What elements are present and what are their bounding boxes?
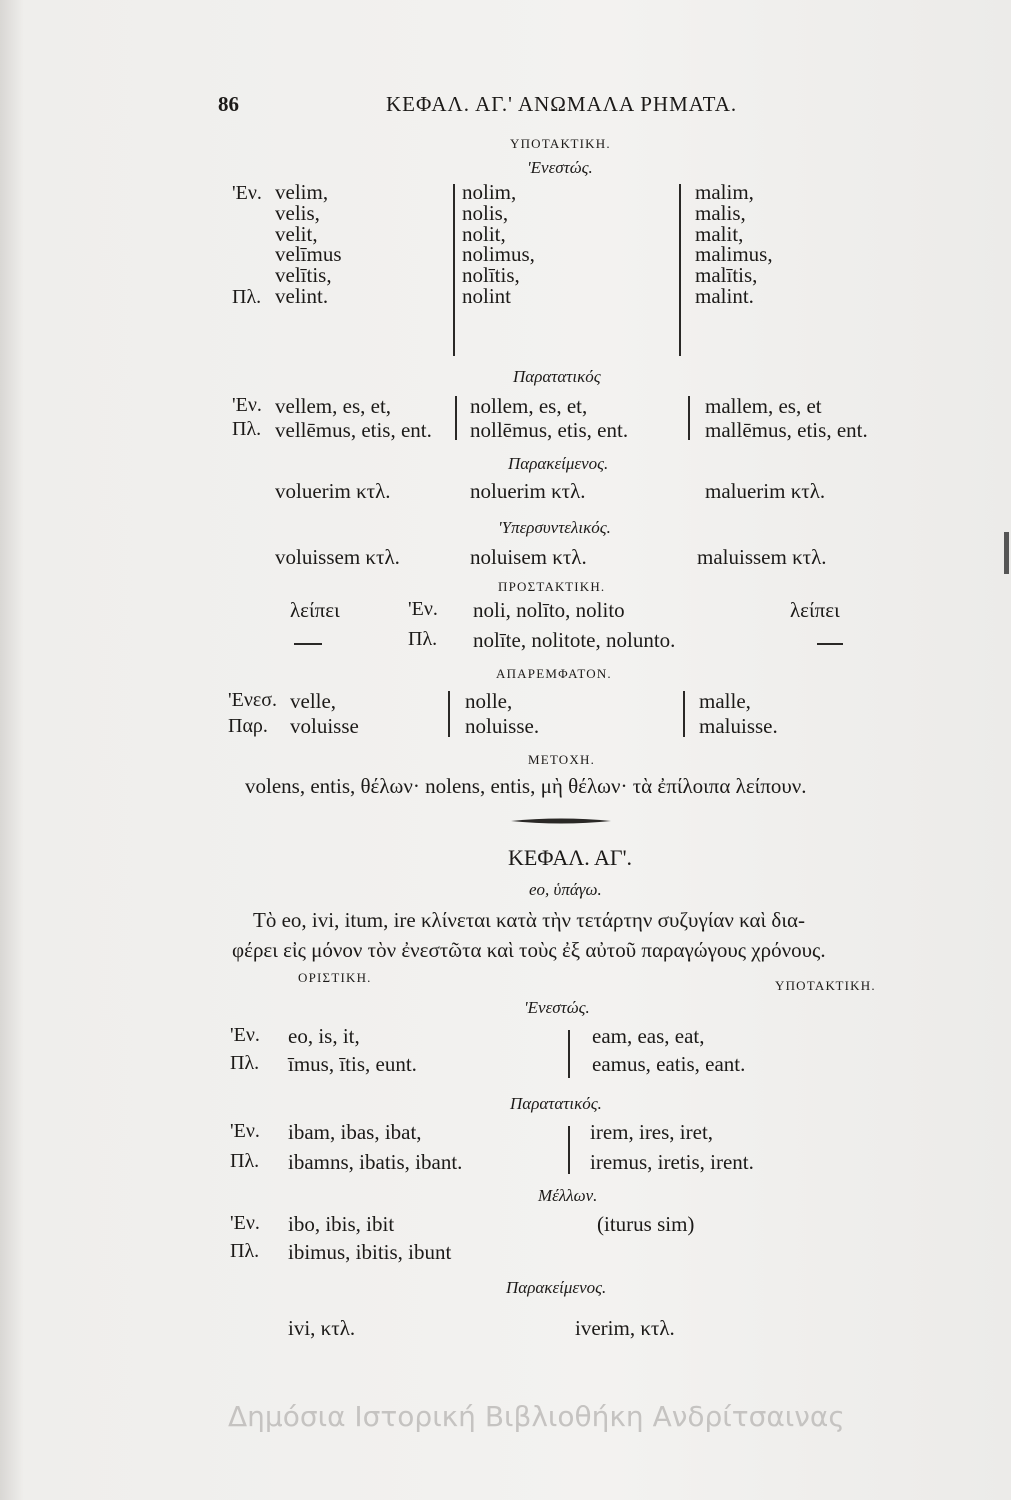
plural-label: Πλ. <box>230 1052 260 1074</box>
perfect-velle: voluerim κτλ. <box>275 479 391 503</box>
library-watermark: Δημόσια Ιστορική Βιβλιοθήκη Ανδρίτσαινας <box>228 1400 845 1433</box>
singular-label: 'Εν. <box>232 394 262 416</box>
dash <box>294 643 322 645</box>
nolle-imperfect-cell: nollem, es, et, nollēmus, etis, ent. <box>470 394 629 442</box>
imperfect-indicative-plural: ibamns, ibatis, ibant. <box>288 1150 463 1174</box>
perfect-tense-label: Παρακείμενος. <box>506 1278 607 1297</box>
present-indicative-plural: īmus, ītis, eunt. <box>288 1052 417 1076</box>
page-edge-shadow <box>1004 532 1009 574</box>
imperfect-subjunctive-plural: iremus, iretis, irent. <box>590 1150 754 1174</box>
imperfect-tense-label: Παρατατικός <box>513 367 601 386</box>
perfect-label: Παρ. <box>228 715 268 737</box>
page-number: 86 <box>218 92 239 116</box>
missing-left: λείπει <box>290 598 340 622</box>
nolle-infinitive-cell: nolle, noluisse. <box>465 689 540 738</box>
malle-infinitive-cell: malle, maluisse. <box>699 689 778 738</box>
singular-label: 'Εν. <box>230 1024 260 1046</box>
present-subjunctive-plural: eamus, eatis, eant. <box>592 1052 746 1076</box>
pluperfect-tense-label: 'Υπερσυντελικός. <box>498 518 611 537</box>
indicative-heading: ΟΡΙΣΤΙΚΗ. <box>298 970 372 985</box>
imperative-singular: noli, nolīto, nolito <box>473 598 625 622</box>
present-subjunctive-singular: eam, eas, eat, <box>592 1024 705 1048</box>
column-divider <box>568 1030 570 1078</box>
chapter-subtitle: eo, ὑπάγω. <box>529 880 602 899</box>
malle-imperfect-cell: mallem, es, et mallēmus, etis, ent. <box>705 394 868 442</box>
participle-heading: ΜΕΤΟΧΗ. <box>528 752 596 767</box>
velle-present-cell: velim, velis, velit, velīmus velītis, velint. <box>275 180 342 308</box>
plural-label: Πλ. <box>232 286 262 308</box>
perfect-malle: maluerim κτλ. <box>705 479 826 503</box>
velle-imperfect-cell: vellem, es, et, vellēmus, etis, ent. <box>275 394 432 442</box>
present-label: 'Ενεσ. <box>228 689 278 711</box>
singular-label: 'Εν. <box>232 182 262 204</box>
pluperfect-malle: maluissem κτλ. <box>697 545 827 569</box>
singular-label: 'Εν. <box>230 1120 260 1142</box>
column-divider <box>688 396 690 440</box>
imperfect-indicative-singular: ibam, ibas, ibat, <box>288 1120 422 1144</box>
plural-label: Πλ. <box>408 628 438 650</box>
subjunctive-heading-2: ΥΠΟΤΑΚΤΙΚΗ. <box>775 978 876 993</box>
plural-label: Πλ. <box>230 1150 260 1172</box>
present-tense-label: 'Ενεστώς. <box>524 998 590 1017</box>
plural-label: Πλ. <box>230 1240 260 1262</box>
perfect-nolle: noluerim κτλ. <box>470 479 586 503</box>
participle-line: volens, entis, θέλων· nolens, entis, μὴ θέλων· τὰ ἐπίλοιπα λείπουν. <box>245 774 807 798</box>
pluperfect-velle: voluissem κτλ. <box>275 545 400 569</box>
intro-line-1: Τὸ eo, ivi, itum, ire κλίνεται κατὰ τὴν τετάρτην συζυγίαν καὶ δια- <box>253 908 805 932</box>
section-divider <box>511 816 611 826</box>
running-title: ΚΕΦΑΛ. ΑΓ.' ΑΝΩΜΑΛΑ ΡΗΜΑΤΑ. <box>386 92 738 116</box>
column-divider <box>448 691 450 737</box>
column-divider <box>455 396 457 440</box>
singular-label: 'Εν. <box>408 598 438 620</box>
velle-infinitive-cell: velle, voluisse <box>290 689 359 738</box>
imperfect-subjunctive-singular: irem, ires, iret, <box>590 1120 714 1144</box>
column-divider <box>453 184 455 356</box>
column-divider <box>568 1126 570 1174</box>
perfect-indicative: ivi, κτλ. <box>288 1316 356 1340</box>
future-subjunctive: (iturus sim) <box>597 1212 695 1236</box>
intro-line-2: φέρει εἰς μόνον τὸν ἐνεστῶτα καὶ τοὺς ἐξ αὐτοῦ παραγώγους χρόνους. <box>232 938 826 962</box>
column-divider <box>679 184 681 356</box>
malle-present-cell: malim, malis, malit, malimus, malītis, malint. <box>695 180 773 308</box>
nolle-present-cell: nolim, nolis, nolit, nolimus, nolītis, nolint <box>462 180 535 308</box>
plural-label: Πλ. <box>232 418 262 440</box>
singular-label: 'Εν. <box>230 1212 260 1234</box>
imperfect-tense-label: Παρατατικός. <box>510 1094 602 1113</box>
chapter-title: ΚΕΦΑΛ. ΑΓ'. <box>508 845 633 870</box>
infinitive-heading: ΑΠΑΡΕΜΦΑΤΟΝ. <box>496 666 612 681</box>
present-tense-label: 'Ενεστώς. <box>527 158 593 177</box>
future-indicative-singular: ibo, ibis, ibit <box>288 1212 395 1236</box>
perfect-tense-label: Παρακείμενος. <box>508 454 609 473</box>
perfect-subjunctive: iverim, κτλ. <box>575 1316 675 1340</box>
subjunctive-heading: ΥΠΟΤΑΚΤΙΚΗ. <box>510 136 611 151</box>
imperative-plural: nolīte, nolitote, nolunto. <box>473 628 676 652</box>
pluperfect-nolle: noluisem κτλ. <box>470 545 587 569</box>
column-divider <box>683 691 685 737</box>
future-tense-label: Μέλλων. <box>538 1186 598 1205</box>
imperative-heading: ΠΡΟΣΤΑΚΤΙΚΗ. <box>498 579 606 594</box>
missing-right: λείπει <box>790 598 840 622</box>
present-indicative-singular: eo, is, it, <box>288 1024 360 1048</box>
dash <box>817 643 843 645</box>
future-indicative-plural: ibimus, ibitis, ibunt <box>288 1240 452 1264</box>
